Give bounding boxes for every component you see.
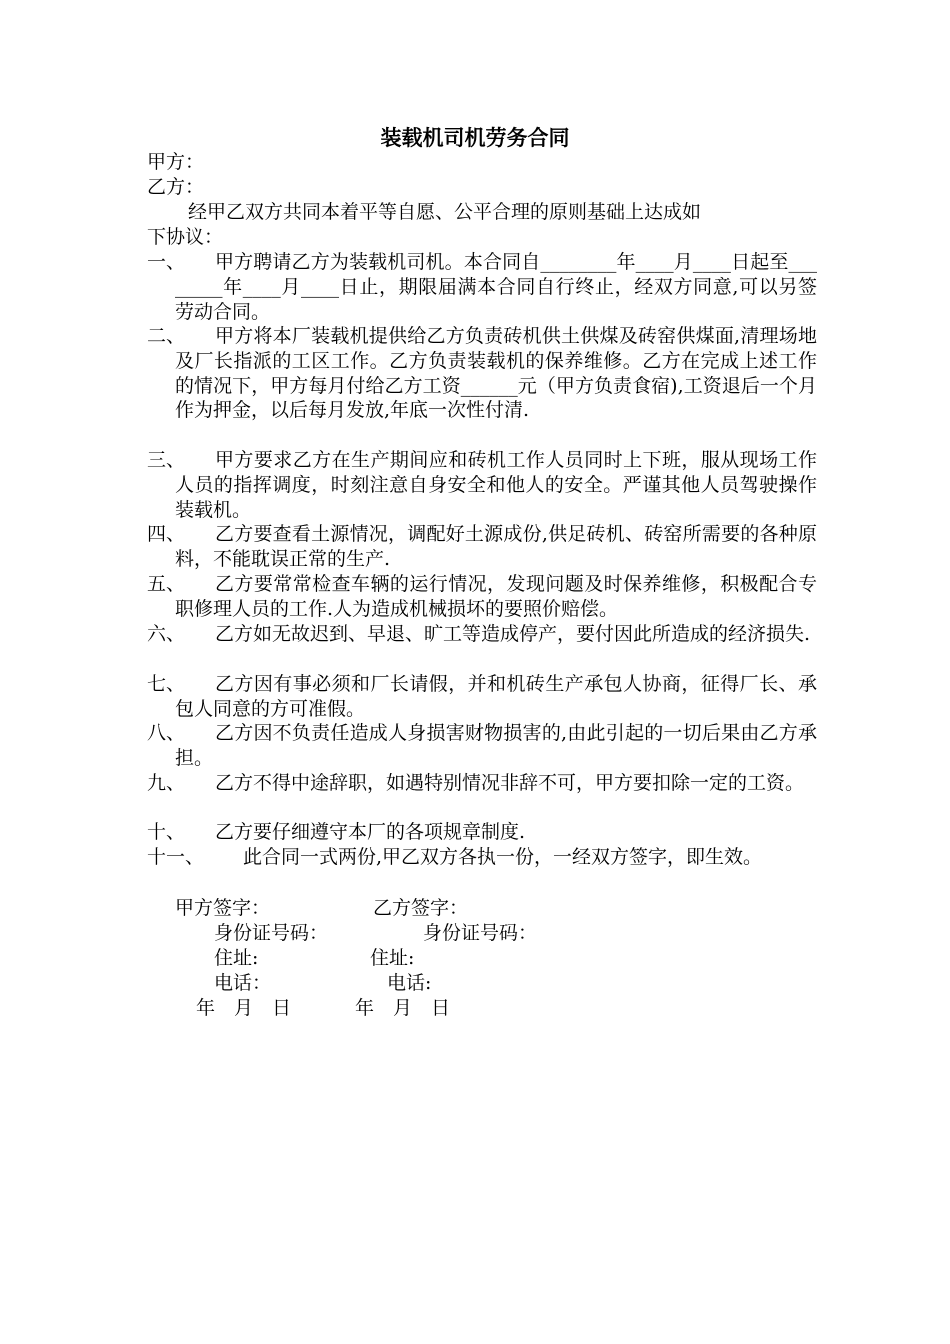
intro-line-1: 经甲乙双方共同本着平等自愿、公平合理的原则基础上达成如 [188, 201, 702, 223]
intro-line-2: 下协议： [147, 226, 224, 248]
clause-number: 十、 [147, 821, 186, 843]
party-a-signature: 甲方签字： [175, 897, 271, 919]
clause-text: 甲方聘请乙方为装载机司机。本合同自________年____月____日起至________年____月____日止，期限届满本合同自行终止，经双方同意,可以另签劳动合同。 [175, 251, 817, 323]
clause-7 [147, 672, 817, 722]
clause-10 [147, 820, 817, 845]
clause-number: 三、 [147, 449, 186, 471]
party-b-signature: 乙方签字： [373, 897, 469, 919]
party-a-id-number: 身份证号码： [214, 922, 329, 944]
clause-8 [147, 721, 817, 771]
party-b-id-number: 身份证号码： [423, 922, 538, 944]
clause-6 [147, 622, 817, 647]
clause-1 [147, 250, 817, 324]
clause-11 [147, 845, 817, 870]
clause-number: 七、 [147, 673, 186, 695]
clause-text: 乙方要查看土源情况，调配好土源成份,供足砖机、砖窑所需要的各种原料，不能耽误正常的生产. [175, 523, 817, 570]
clause-4 [147, 522, 817, 572]
clause-5 [147, 572, 817, 622]
clause-3 [147, 448, 817, 522]
clause-number: 一、 [147, 251, 186, 273]
party-a-label: 甲方： [147, 151, 205, 173]
party-a-address: 住址: [214, 947, 259, 969]
party-b-phone: 电话: [387, 972, 432, 994]
clause-text: 甲方要求乙方在生产期间应和砖机工作人员同时上下班，服从现场工作人员的指挥调度，时刻注意自身安全和他人的安全。严谨其他人员驾驶操作装载机。 [175, 449, 817, 521]
clause-9 [147, 771, 817, 796]
clause-number: 十一、 [147, 846, 205, 868]
page-title: 装载机司机劳务合同 [380, 125, 570, 150]
clause-number: 八、 [147, 722, 186, 744]
party-b-label: 乙方： [147, 176, 205, 198]
clause-number: 二、 [147, 325, 186, 347]
clause-text: 甲方将本厂装载机提供给乙方负责砖机供土供煤及砖窑供煤面,清理场地及厂长指派的工区工作。乙方负责装载机的保养维修。乙方在完成上述工作的情况下，甲方每月付给乙方工资______元（甲方负责食宿),工资退后一个月作为押金，以后每月发放,年底一次性付清. [175, 325, 817, 422]
party-b-address: 住址: [370, 947, 415, 969]
clause-text: 乙方不得中途辞职，如遇特别情况非辞不可，甲方要扣除一定的工资。 [215, 772, 805, 794]
clause-text: 此合同一式两份,甲乙双方各执一份，一经双方签字，即生效。 [243, 846, 763, 868]
clause-text: 乙方要仔细遵守本厂的各项规章制度. [215, 821, 526, 843]
clause-number: 六、 [147, 623, 186, 645]
clause-number: 四、 [147, 523, 186, 545]
party-b-date: 年 月 日 [355, 997, 451, 1019]
party-a-phone: 电话： [214, 972, 272, 994]
clause-text: 乙方如无故迟到、早退、旷工等造成停产，要付因此所造成的经济损失. [215, 623, 811, 645]
clause-text: 乙方要常常检查车辆的运行情况，发现问题及时保养维修，积极配合专职修理人员的工作.人为造成机械损坏的要照价赔偿。 [175, 573, 817, 620]
clause-text: 乙方因不负责任造成人身损害财物损害的,由此引起的一切后果由乙方承担。 [175, 722, 817, 769]
clause-number: 九、 [147, 772, 186, 794]
clause-2 [147, 324, 817, 423]
clause-number: 五、 [147, 573, 186, 595]
clause-text: 乙方因有事必须和厂长请假，并和机砖生产承包人协商，征得厂长、承包人同意的方可准假。 [175, 673, 817, 720]
party-a-date: 年 月 日 [196, 997, 292, 1019]
